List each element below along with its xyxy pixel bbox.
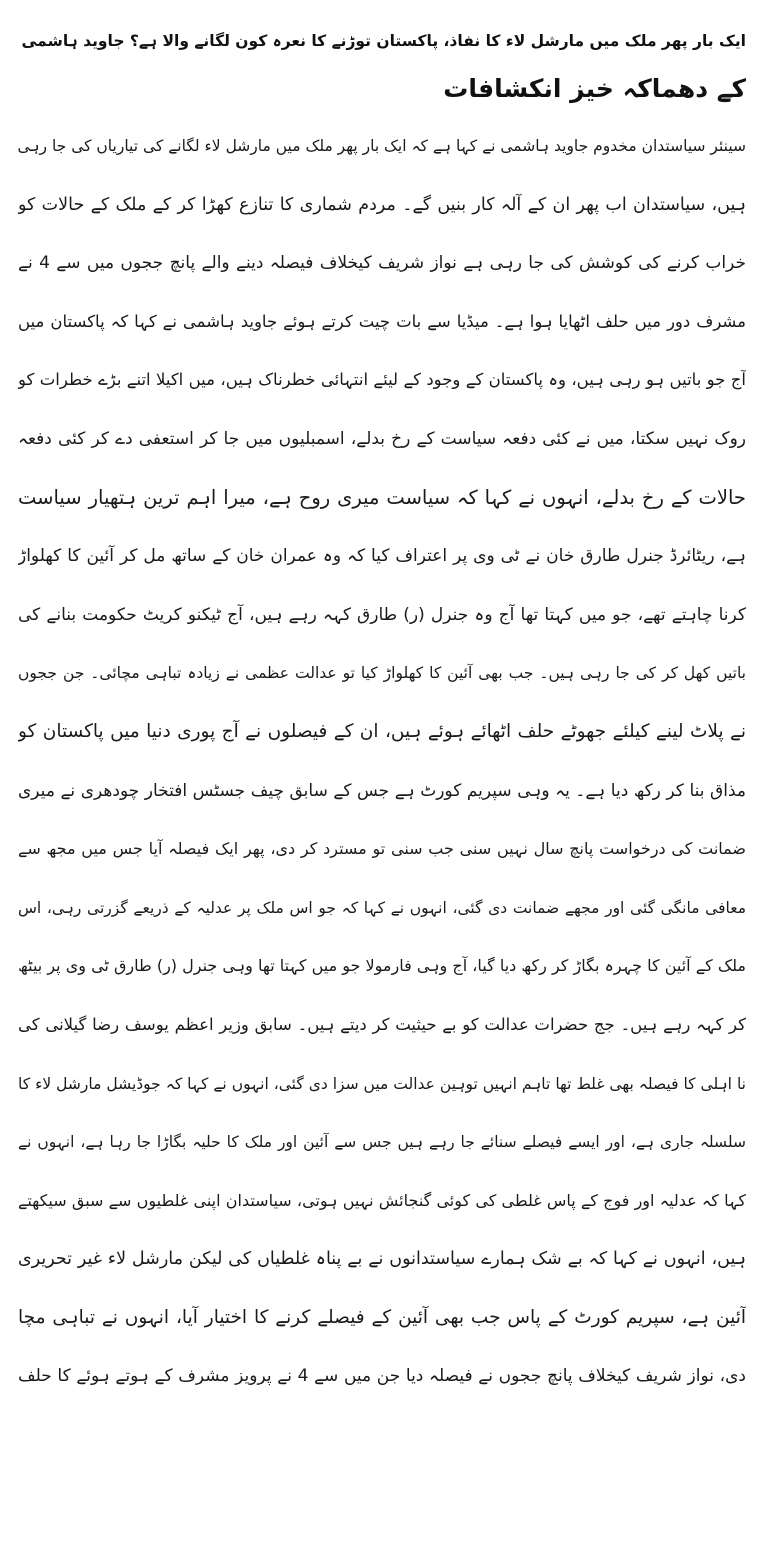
body-line: نا اہلی کا فیصلہ بھی غلط تھا تاہم انہیں توہین عدالت میں سزا دی گئی، انہوں نے کہا کہ جوڈیشل مارشل لاء کا — [18, 1074, 746, 1093]
body-line: کہا کہ عدلیہ اور فوج کے پاس غلطی کی کوئی گنجائش نہیں ہوتی، سیاستدان اپنی غلطیوں سے سبق سیکھتے — [18, 1190, 746, 1210]
body-line: باتیں کھل کر کی جا رہی ہیں۔ جب بھی آئین کا کھلواڑ کیا تو عدالت عظمی نے زیادہ تباہی مچائی۔ جن ججوں — [18, 664, 746, 683]
body-line: ہیں، انہوں نے کہا کہ بے شک ہمارے سیاستدانوں نے بے پناہ غلطیاں کی لیکن مارشل لاء غیر تحریری — [18, 1249, 746, 1270]
headline-line: ایک بار پھر ملک میں مارشل لاء کا نفاذ، پاکستان توڑنے کا نعرہ کون لگانے والا ہے؟ جاوید ہاشمی — [21, 32, 746, 50]
body-line: مشرف دور میں حلف اٹھایا ہوا ہے۔ میڈیا سے بات چیت کرتے ہوئے جاوید ہاشمی نے کہا کہ پاکستان میں — [18, 311, 746, 331]
body-line: ہیں، سیاستدان اب پھر ان کے آلہ کار بنیں گے۔ مردم شماری کا تنازع کھڑا کر کے ملک کے حالات کو — [18, 194, 746, 215]
article-body — [18, 117, 746, 1406]
body-line: ملک کے آئین کا چہرہ بگاڑ کر رکھ دیا گیا، آج وہی فارمولا جو میں کہتا تھا وہی جنرل (ر) طارق ٹی وی پر بیٹھ — [18, 956, 746, 976]
headline-line: کے دھماکہ خیز انکشافات — [443, 74, 746, 103]
body-line: ضمانت کی درخواست پانچ سال نہیں سنی جب سنی تو مسترد کر دی، پھر ایک فیصلہ آیا جس میں مجھ سے — [18, 839, 746, 859]
body-line: مذاق بنا کر رکھ دیا ہے۔ یہ وہی سپریم کورٹ ہے جس کے سابق چیف جسٹس افتخار چودھری نے میری — [18, 780, 746, 801]
body-line: سلسلہ جاری ہے، اور ایسے فیصلے سنائے جا رہے ہیں جس سے آئین اور ملک کا حلیہ بگاڑا جا رہا ہے، انہوں نے — [18, 1133, 746, 1152]
body-line: دی، نواز شریف کیخلاف پانچ ججوں نے فیصلہ دیا جن میں سے 4 نے پرویز مشرف کے ہوتے ہوئے کا حلف — [18, 1366, 746, 1387]
body-line: کرنا چاہتے تھے، جو میں کہتا تھا آج وہ جنرل (ر) طارق کہہ رہے ہیں، آج ٹیکنو کریٹ حکومت بنانے کی — [18, 604, 746, 625]
body-line: معافی مانگی گئی اور مجھے ضمانت دی گئی، انہوں نے کہا کہ جو اس ملک پر عدلیہ کے ذریعے گزرتی رہی، اس — [18, 898, 746, 917]
article-headline — [18, 14, 746, 113]
body-line: ہے، ریٹائرڈ جنرل طارق خان نے ٹی وی پر اعتراف کیا کہ وہ عمران خان کے ساتھ مل کر آئین کا کھلواڑ — [18, 546, 746, 567]
body-line: آئین ہے، سپریم کورٹ کے پاس جب بھی آئین کے فیصلے کرنے کا اختیار آیا، انہوں نے تباہی مچا — [18, 1306, 746, 1328]
body-line: خراب کرنے کی کوشش کی جا رہی ہے نواز شریف کیخلاف فیصلہ دینے والے پانچ ججوں میں سے 4 نے — [18, 253, 746, 274]
body-line: سینئر سیاستدان مخدوم جاوید ہاشمی نے کہا ہے کہ ایک بار پھر ملک میں مارشل لاء لگانے کی تیاریاں کی جا رہی — [18, 137, 746, 155]
body-line: حالات کے رخ بدلے، انہوں نے کہا کہ سیاست میری روح ہے، میرا اہم ترین ہتھیار سیاست — [18, 485, 746, 509]
body-line: کر کہہ رہے ہیں۔ جج حضرات عدالت کو بے حیثیت کر دیتے ہیں۔ سابق وزیر اعظم یوسف رضا گیلانی کی — [18, 1014, 746, 1034]
body-line: روک نہیں سکتا، میں نے کئی دفعہ سیاست کے رخ بدلے، اسمبلیوں میں جا کر استعفی دے کر کئی دفعہ — [18, 428, 746, 449]
body-line: آج جو باتیں ہو رہی ہیں، وہ پاکستان کے وجود کے لیئے انتہائی خطرناک ہیں، میں اکیلا اتنے بڑے خطرات کو — [18, 370, 746, 390]
body-line: نے پلاٹ لینے کیلئے جھوٹے حلف اٹھائے ہوئے ہیں، ان کے فیصلوں نے آج پوری دنیا میں پاکستان کو — [18, 720, 746, 742]
